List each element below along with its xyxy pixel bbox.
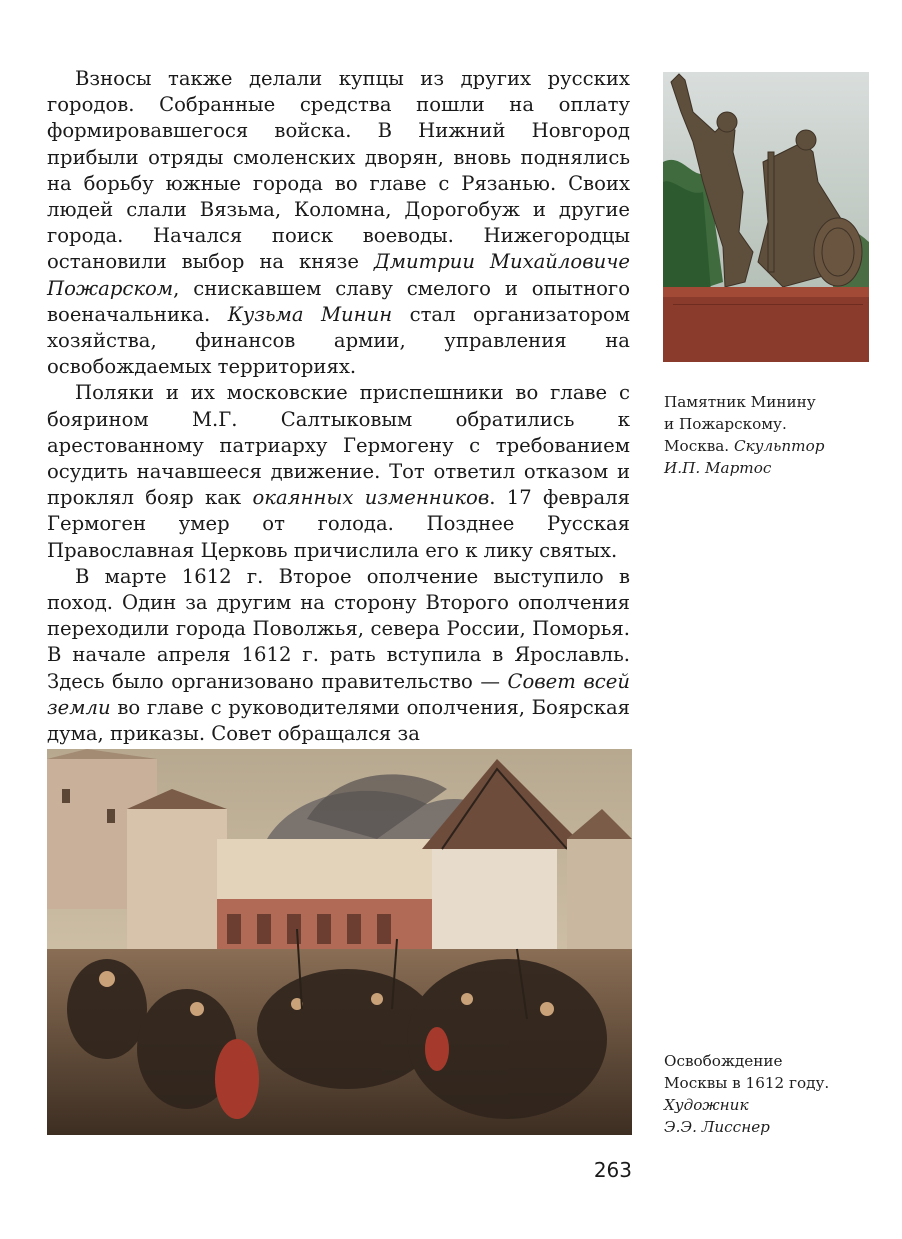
text-run: В марте 1612 г. Второе ополчение выступило в поход. Один за другим на сторону Второго ополчения переходили города Поволжья, севера России, Поморья. В начале апреля 1612 г. рать вступила в Ярославль. Здесь было организовано правительство — bbox=[47, 564, 630, 693]
caption-artist-name: Э.Э. Лисснер bbox=[664, 1118, 770, 1136]
caption-line bbox=[664, 435, 864, 457]
text-run: . 17 февраля Гермоген умер от голода. Позднее Русская Православная Церковь причислила его к лику святых. bbox=[47, 486, 630, 562]
caption-line: и Пожарскому. bbox=[664, 415, 787, 433]
text-run: стал организатором хозяйства, финансов армии, управления на освобождаемых территориях. bbox=[47, 302, 631, 379]
caption-line: Освобождение bbox=[664, 1052, 783, 1070]
monument-illustration bbox=[663, 72, 869, 362]
monument-caption bbox=[664, 391, 864, 479]
caption-line: Памятник Минину bbox=[664, 393, 816, 411]
paragraph-3 bbox=[47, 564, 630, 747]
caption-city: Москва. bbox=[664, 437, 734, 455]
emphasis-pozharsky: Дмитрии Михайловиче Пожарском bbox=[47, 250, 631, 300]
text-run: во главе с руководителями ополчения, Боярская дума, приказы. Совет обращался за bbox=[47, 695, 630, 746]
text-run: , снискавшем славу смелого и опытного военачальника. bbox=[47, 276, 630, 326]
caption-line bbox=[664, 1094, 864, 1116]
painting bbox=[47, 749, 632, 1135]
caption-artist-label: Художник bbox=[664, 1096, 749, 1114]
painting-illustration bbox=[47, 749, 632, 1135]
emphasis-council: Совет всей земли bbox=[47, 669, 630, 719]
painting-caption bbox=[664, 1050, 864, 1138]
main-text bbox=[47, 66, 630, 747]
caption-line bbox=[664, 457, 864, 479]
text-run: Взносы также делали купцы из других русских городов. Собранные средства пошли на оплату формировавшегося войска. В Нижний Новгород прибыли отряды смоленских дворян, вновь поднялись на борьбу южные города во главе с Рязанью. Своих людей слали Вязьма, Коломна, Дорогобуж и другие города. Начался поиск воеводы. Нижегородцы остановили выбор на князе bbox=[47, 67, 630, 274]
text-run: Поляки и их московские приспешники во главе с боярином М.Г. Салтыковым обратились к арестованному патриарху Гермогену с требованием осудить начавшееся движение. Тот ответил отказом и проклял бояр как bbox=[47, 381, 630, 510]
paragraph-2 bbox=[47, 380, 630, 563]
emphasis-minin: Кузьма Минин bbox=[227, 302, 393, 326]
caption-sculptor-label: Скульптор bbox=[733, 437, 825, 455]
caption-sculptor-name: И.П. Мартос bbox=[664, 459, 772, 477]
caption-line: Москвы в 1612 году. bbox=[664, 1074, 830, 1092]
page-number: 263 bbox=[593, 1158, 632, 1182]
monument-photo bbox=[663, 72, 869, 362]
caption-line bbox=[664, 1116, 864, 1138]
paragraph-1 bbox=[47, 66, 630, 380]
emphasis-traitors: окаянных изменников bbox=[252, 486, 490, 510]
